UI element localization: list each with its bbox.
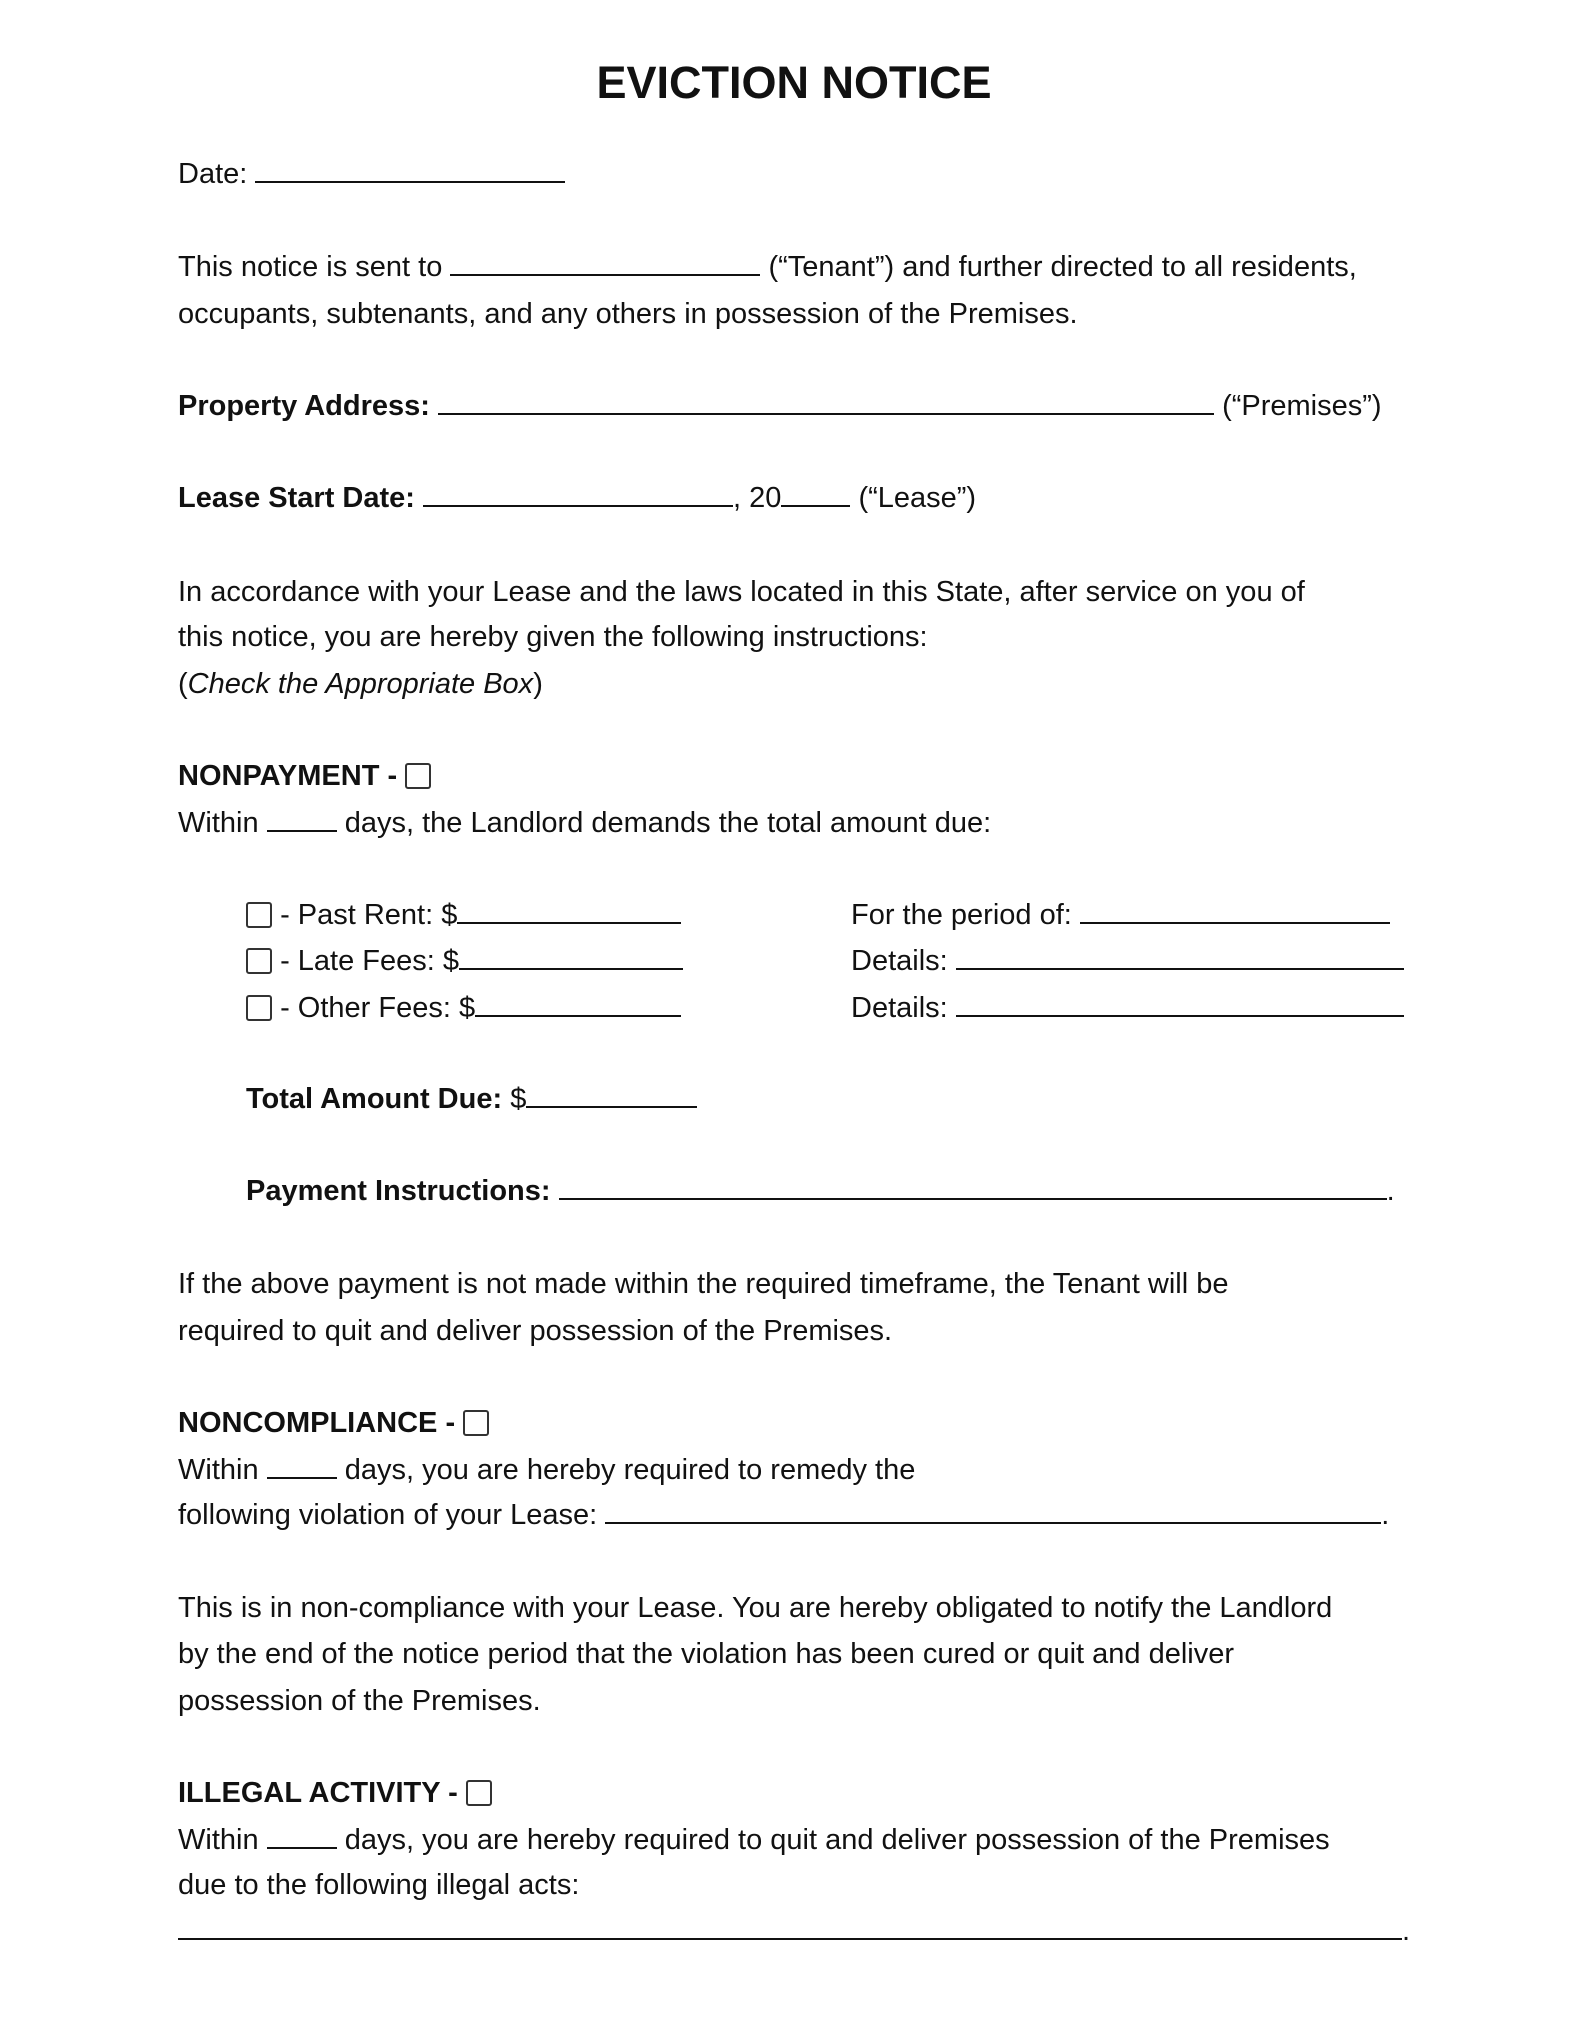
date-row	[178, 156, 565, 192]
illegal-heading	[178, 1775, 492, 1811]
total-row	[246, 1081, 697, 1117]
other-fees-checkbox[interactable]	[246, 995, 272, 1021]
nonpayment-heading	[178, 758, 431, 794]
illegal-acts-row	[178, 1913, 1410, 1949]
period-mark: .	[1402, 1915, 1411, 1947]
noncompliance-p2: by the end of the notice period that the violation has been cured or quit and deliver	[178, 1638, 1234, 1670]
late-fees-label: - Late Fees: $	[280, 945, 459, 977]
nonpayment-after-1: If the above payment is not made within the required timeframe, the Tenant will be	[178, 1268, 1229, 1300]
late-details-field[interactable]	[956, 944, 1404, 970]
accordance-line-1: In accordance with your Lease and the laws located in this State, after service on you of	[178, 576, 1305, 608]
past-rent-label: - Past Rent: $	[280, 899, 458, 931]
intro-text: This notice is sent to	[178, 251, 443, 283]
late-fees-checkbox[interactable]	[246, 948, 272, 974]
noncompliance-p1: This is in non-compliance with your Lease. You are hereby obligated to notify the Landlord	[178, 1592, 1333, 1624]
intro-line-1	[178, 249, 1357, 285]
other-details-row	[851, 990, 1404, 1026]
payment-instructions-field[interactable]	[559, 1174, 1387, 1200]
within-label: Within	[178, 1454, 259, 1486]
property-address-field[interactable]	[438, 389, 1214, 415]
total-label: Total Amount Due:	[246, 1083, 503, 1115]
illegal-days-field[interactable]	[267, 1823, 337, 1849]
violation-row	[178, 1497, 1389, 1533]
noncompliance-days-field[interactable]	[267, 1453, 337, 1479]
period-label: For the period of:	[851, 899, 1072, 931]
tenant-name-field[interactable]	[450, 250, 760, 276]
illegal-checkbox[interactable]	[466, 1780, 492, 1806]
nonpayment-days-field[interactable]	[267, 806, 337, 832]
period-mark: .	[1381, 1499, 1390, 1531]
illegal-line-2: due to the following illegal acts:	[178, 1869, 580, 1901]
late-fees-row	[246, 943, 683, 979]
accordance-line-2: this notice, you are hereby given the following instructions:	[178, 621, 928, 653]
noncompliance-text: days, you are hereby required to remedy the	[344, 1454, 916, 1486]
paren: )	[533, 668, 543, 700]
nonpayment-label: NONPAYMENT -	[178, 760, 398, 792]
check-instruction: Check the Appropriate Box	[187, 668, 534, 700]
violation-label: following violation of your Lease:	[178, 1499, 598, 1531]
intro-text: (“Tenant”) and further directed to all residents,	[768, 251, 1357, 283]
lease-label: Lease Start Date:	[178, 482, 415, 514]
violation-field[interactable]	[605, 1498, 1381, 1524]
within-label: Within	[178, 807, 259, 839]
past-rent-field[interactable]	[457, 898, 681, 924]
noncompliance-label: NONCOMPLIANCE -	[178, 1407, 456, 1439]
other-fees-row	[246, 990, 681, 1026]
lease-date-field[interactable]	[423, 481, 733, 507]
dollar-sign: $	[502, 1083, 527, 1115]
page-title: EVICTION NOTICE	[596, 57, 992, 108]
payment-label: Payment Instructions:	[246, 1175, 551, 1207]
payment-row	[246, 1173, 1395, 1209]
past-rent-row	[246, 897, 681, 933]
lease-row	[178, 480, 976, 516]
late-details-row	[851, 943, 1404, 979]
noncompliance-heading	[178, 1405, 489, 1441]
illegal-within	[178, 1822, 1330, 1858]
property-row	[178, 388, 1382, 424]
period-row	[851, 897, 1390, 933]
other-details-field[interactable]	[956, 991, 1404, 1017]
noncompliance-p3: possession of the Premises.	[178, 1685, 541, 1717]
nonpayment-checkbox[interactable]	[405, 763, 431, 789]
date-field[interactable]	[255, 157, 565, 183]
illegal-label: ILLEGAL ACTIVITY -	[178, 1777, 458, 1809]
nonpayment-within	[178, 805, 991, 841]
property-label: Property Address:	[178, 390, 430, 422]
past-rent-checkbox[interactable]	[246, 902, 272, 928]
nonpayment-after-2: required to quit and deliver possession of the Premises.	[178, 1315, 893, 1347]
lease-year-field[interactable]	[781, 481, 850, 507]
total-field[interactable]	[526, 1082, 697, 1108]
paren: (	[178, 668, 188, 700]
premises-label: (“Premises”)	[1222, 390, 1382, 422]
illegal-text: days, you are hereby required to quit and deliver possession of the Premises	[344, 1824, 1330, 1856]
late-fees-field[interactable]	[459, 944, 683, 970]
noncompliance-checkbox[interactable]	[463, 1410, 489, 1436]
lease-term: (“Lease”)	[858, 482, 977, 514]
period-mark: .	[1386, 1175, 1395, 1207]
details-label: Details:	[851, 945, 948, 977]
nonpayment-text: days, the Landlord demands the total amount due:	[344, 807, 992, 839]
noncompliance-within	[178, 1452, 915, 1488]
year-prefix: , 20	[733, 482, 782, 514]
period-field[interactable]	[1080, 898, 1390, 924]
date-label: Date:	[178, 158, 248, 190]
other-fees-label: - Other Fees: $	[280, 992, 476, 1024]
other-fees-field[interactable]	[475, 991, 681, 1017]
within-label: Within	[178, 1824, 259, 1856]
details-label: Details:	[851, 992, 948, 1024]
intro-line-2: occupants, subtenants, and any others in possession of the Premises.	[178, 298, 1078, 330]
accordance-line-3	[178, 666, 543, 702]
illegal-acts-field[interactable]	[178, 1914, 1402, 1940]
